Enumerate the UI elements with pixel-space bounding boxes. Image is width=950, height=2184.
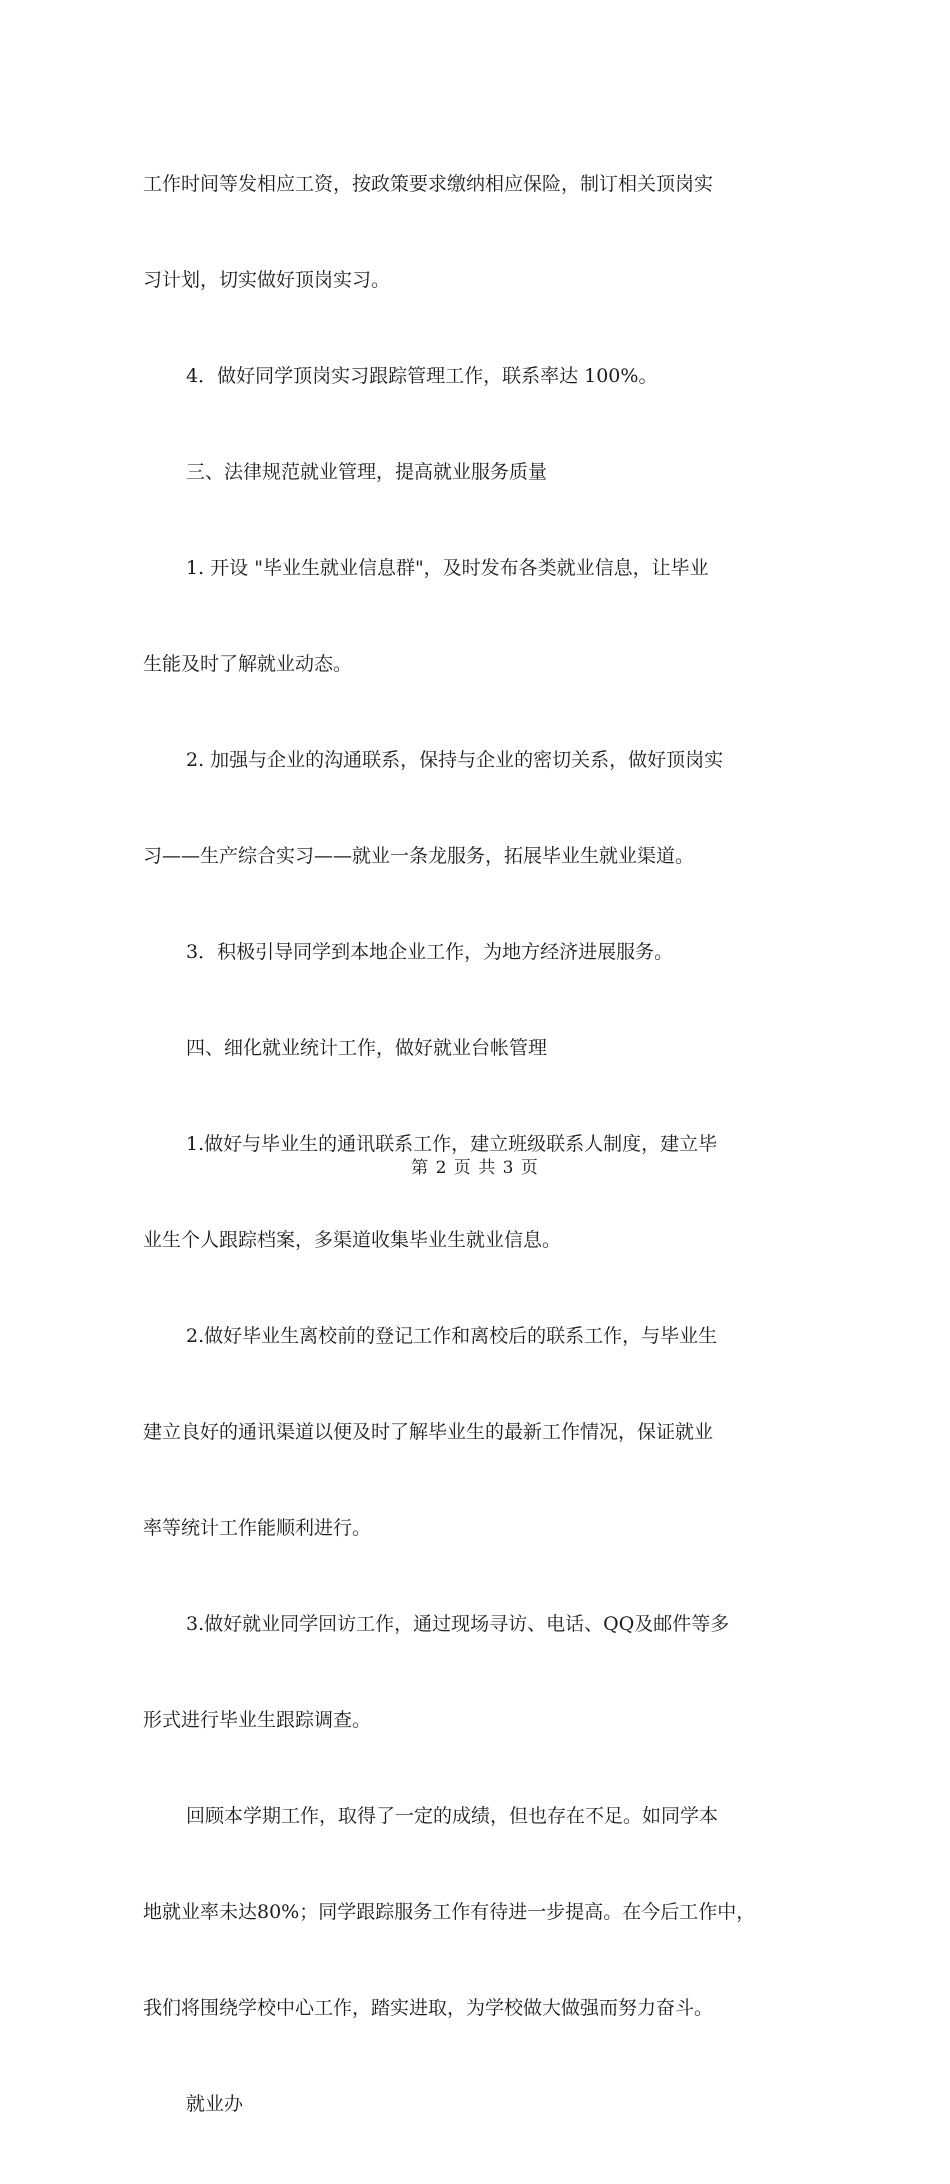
text-line: 业生个人跟踪档案，多渠道收集毕业生就业信息。: [143, 1229, 562, 1251]
text-line: 率等统计工作能顺利进行。: [143, 1517, 372, 1539]
section-heading: 三、法律规范就业管理，提高就业服务质量: [186, 461, 548, 483]
page-number-footer: 第 2 页 共 3 页: [411, 1158, 539, 1178]
text-line: 形式进行毕业生跟踪调查。: [143, 1709, 372, 1731]
section-heading: 四、细化就业统计工作，做好就业台帐管理: [186, 1037, 548, 1059]
text-line: 建立良好的通讯渠道以便及时了解毕业生的最新工作情况，保证就业: [143, 1421, 714, 1443]
body-paragraph: [143, 104, 813, 2184]
text-line: 回顾本学期工作，取得了一定的成绩，但也存在不足。如同学本: [186, 1805, 719, 1827]
text-line: 2.做好毕业生离校前的登记工作和离校后的联系工作，与毕业生: [186, 1325, 718, 1347]
text-line: 习计划，切实做好顶岗实习。: [143, 269, 391, 291]
document-body: [143, 104, 813, 2184]
text-line: 工作时间等发相应工资，按政策要求缴纳相应保险，制订相关顶岗实: [143, 173, 714, 195]
text-line: 1.做好与毕业生的通讯联系工作，建立班级联系人制度，建立毕: [186, 1133, 718, 1155]
text-line: 3.做好就业同学回访工作，通过现场寻访、电话、QQ及邮件等多: [186, 1613, 730, 1635]
text-line: 我们将围绕学校中心工作，踏实进取，为学校做大做强而努力奋斗。: [143, 1997, 714, 2019]
text-line: 4．做好同学顶岗实习跟踪管理工作，联系率达 100%。: [186, 365, 658, 387]
text-line: 2. 加强与企业的沟通联系，保持与企业的密切关系，做好顶岗实: [186, 749, 724, 771]
text-line: 3．积极引导同学到本地企业工作，为地方经济进展服务。: [186, 941, 674, 963]
text-line: 地就业率未达80%；同学跟踪服务工作有待进一步提高。在今后工作中，: [143, 1901, 756, 1923]
signature-line: 就业办: [186, 2093, 244, 2115]
text-line: 习——生产综合实习——就业一条龙服务，拓展毕业生就业渠道。: [143, 845, 695, 867]
text-line: 生能及时了解就业动态。: [143, 653, 353, 675]
text-line: 1. 开设 "毕业生就业信息群"，及时发布各类就业信息，让毕业: [186, 557, 709, 579]
